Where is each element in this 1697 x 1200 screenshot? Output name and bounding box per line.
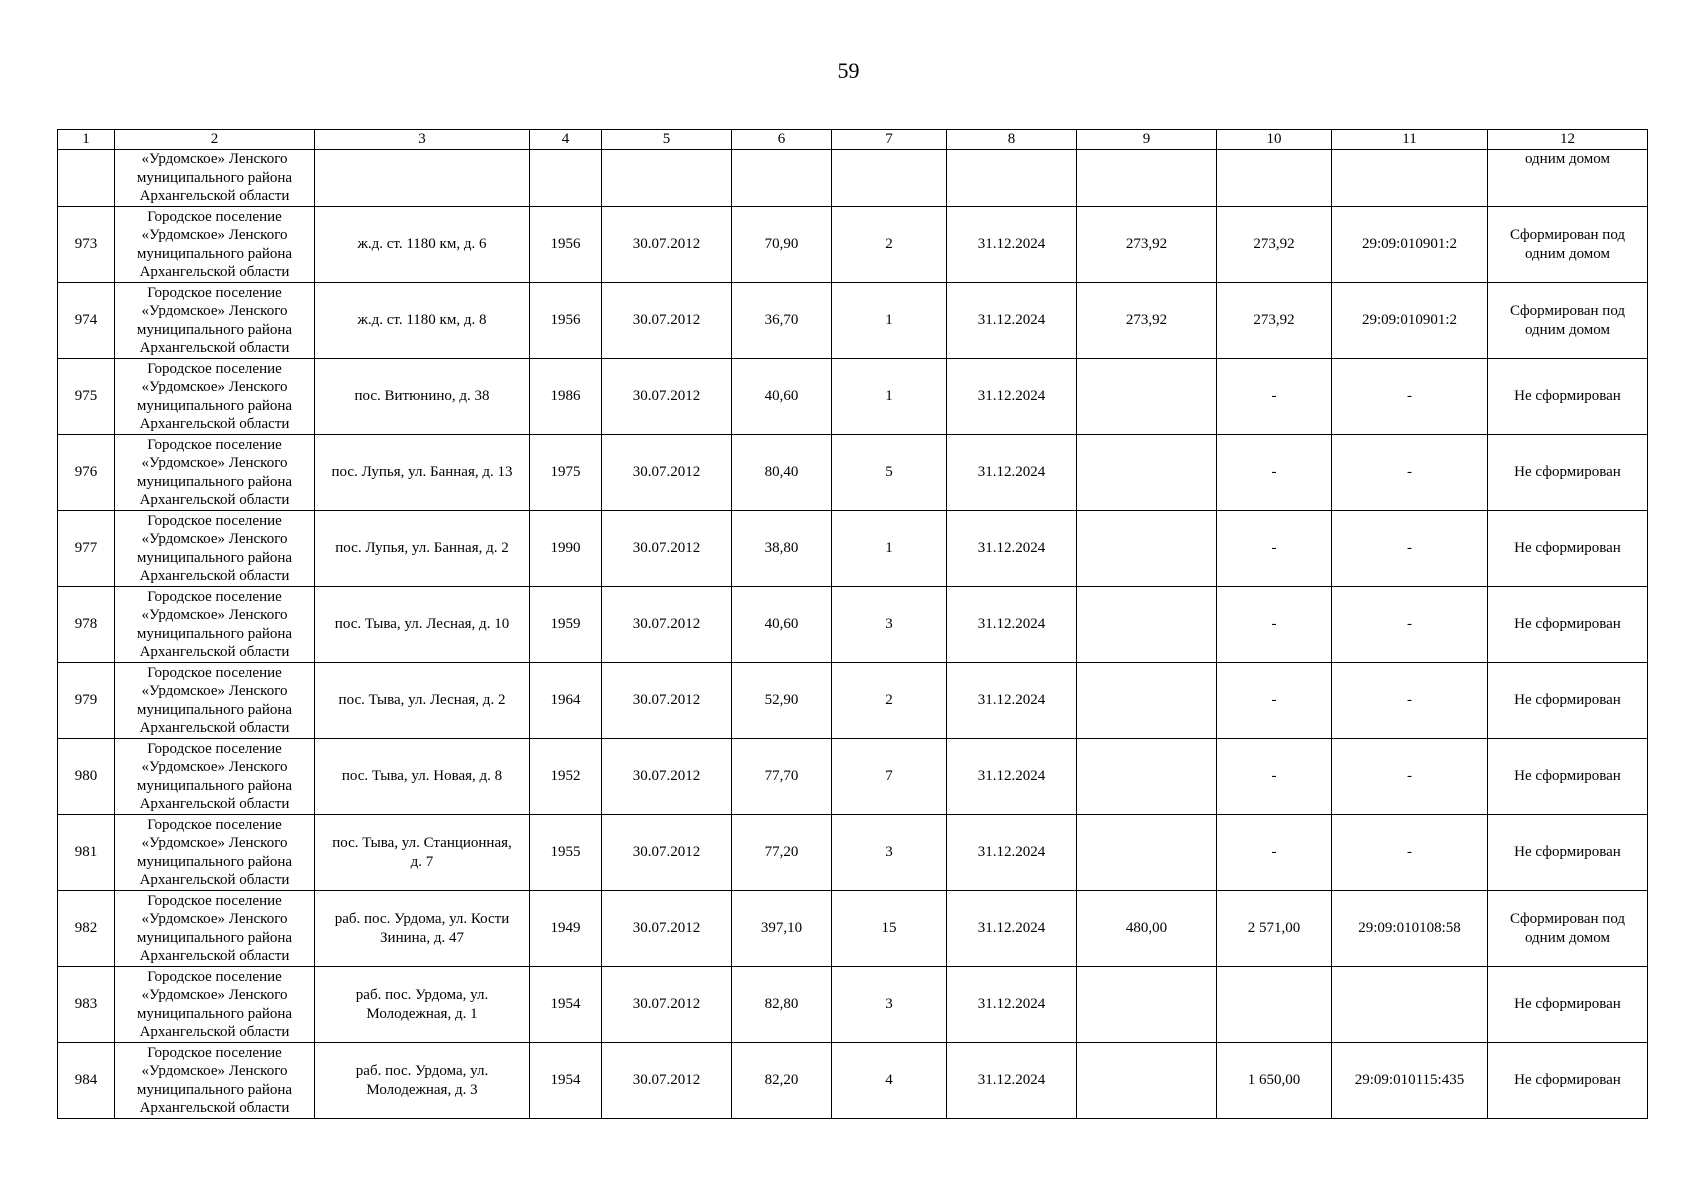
column-number: 1 — [58, 130, 115, 150]
cell-owner — [115, 283, 315, 359]
column-number: 7 — [832, 130, 947, 150]
cell-address — [315, 150, 530, 207]
cell-num: 982 — [58, 891, 115, 967]
cell-plot-area-2: 273,92 — [1217, 283, 1332, 359]
owner-line: муниципального района — [136, 625, 293, 642]
cell-owner — [115, 739, 315, 815]
cell-area: 80,40 — [732, 435, 832, 511]
cell-plot-area-2 — [1217, 967, 1332, 1043]
cell-num — [58, 150, 115, 207]
column-number: 8 — [947, 130, 1077, 150]
cell-cadastral: - — [1332, 435, 1488, 511]
cell-date: 30.07.2012 — [602, 511, 732, 587]
owner-line: муниципального района — [136, 701, 293, 718]
cell-cadastral: 29:09:010901:2 — [1332, 283, 1488, 359]
cell-status: Сформирован под одним домом — [1488, 207, 1648, 283]
cell-deadline: 31.12.2024 — [947, 435, 1077, 511]
column-number: 4 — [530, 130, 602, 150]
cell-cadastral: 29:09:010901:2 — [1332, 207, 1488, 283]
cell-date: 30.07.2012 — [602, 967, 732, 1043]
cell-plot-area-1 — [1077, 663, 1217, 739]
cell-cadastral: 29:09:010115:435 — [1332, 1043, 1488, 1119]
cell-plot-area-1 — [1077, 511, 1217, 587]
cell-date: 30.07.2012 — [602, 587, 732, 663]
owner-line: Архангельской области — [139, 568, 290, 584]
cell-area: 77,20 — [732, 815, 832, 891]
cell-plot-area-2: - — [1217, 359, 1332, 435]
housing-registry-table — [57, 129, 1648, 1119]
cell-status: Не сформирован — [1488, 511, 1648, 587]
cell-address: пос. Тыва, ул. Лесная, д. 2 — [315, 663, 530, 739]
table-row — [58, 587, 1648, 663]
owner-line: муниципального района — [136, 1005, 293, 1022]
cell-address: ж.д. ст. 1180 км, д. 6 — [315, 207, 530, 283]
cell-year: 1975 — [530, 435, 602, 511]
owner-line: «Урдомское» Ленского — [141, 151, 288, 167]
owner-line: «Урдомское» Ленского — [141, 835, 288, 851]
table-row — [58, 891, 1648, 967]
cell-owner — [115, 150, 315, 207]
cell-year: 1986 — [530, 359, 602, 435]
owner-line: Архангельской области — [139, 872, 290, 888]
column-number: 5 — [602, 130, 732, 150]
table-body — [58, 130, 1648, 1119]
cell-deadline: 31.12.2024 — [947, 511, 1077, 587]
cell-status: Не сформирован — [1488, 663, 1648, 739]
owner-line: «Урдомское» Ленского — [141, 683, 288, 699]
owner-line: «Урдомское» Ленского — [141, 911, 288, 927]
cell-address: раб. пос. Урдома, ул. Кости Зинина, д. 47 — [315, 891, 530, 967]
cell-address: пос. Витюнино, д. 38 — [315, 359, 530, 435]
cell-year: 1964 — [530, 663, 602, 739]
cell-num: 981 — [58, 815, 115, 891]
cell-date: 30.07.2012 — [602, 283, 732, 359]
cell-num: 977 — [58, 511, 115, 587]
cell-residents: 4 — [832, 1043, 947, 1119]
cell-status: Сформирован под одним домом — [1488, 283, 1648, 359]
owner-line: «Урдомское» Ленского — [141, 1063, 288, 1079]
cell-deadline: 31.12.2024 — [947, 587, 1077, 663]
cell-residents: 3 — [832, 967, 947, 1043]
cell-date: 30.07.2012 — [602, 1043, 732, 1119]
column-number-row — [58, 130, 1648, 150]
owner-line: муниципального района — [136, 853, 293, 870]
owner-line: Архангельской области — [139, 720, 290, 736]
owner-line: «Урдомское» Ленского — [141, 455, 288, 471]
table-row — [58, 207, 1648, 283]
cell-deadline: 31.12.2024 — [947, 967, 1077, 1043]
cell-num: 979 — [58, 663, 115, 739]
owner-line: Архангельской области — [139, 188, 290, 204]
cell-deadline: 31.12.2024 — [947, 815, 1077, 891]
cell-area: 52,90 — [732, 663, 832, 739]
cell-year: 1956 — [530, 207, 602, 283]
column-number: 11 — [1332, 130, 1488, 150]
cell-address: пос. Тыва, ул. Станционная, д. 7 — [315, 815, 530, 891]
owner-line: Архангельской области — [139, 492, 290, 508]
cell-num: 975 — [58, 359, 115, 435]
cell-deadline: 31.12.2024 — [947, 739, 1077, 815]
owner-line: Городское поселение — [147, 816, 282, 833]
cell-residents: 7 — [832, 739, 947, 815]
cell-plot-area-1 — [1077, 815, 1217, 891]
cell-num: 973 — [58, 207, 115, 283]
owner-line: муниципального района — [136, 1081, 293, 1098]
cell-status: Не сформирован — [1488, 739, 1648, 815]
cell-cadastral: - — [1332, 815, 1488, 891]
owner-line: Городское поселение — [147, 208, 282, 225]
owner-line: Городское поселение — [147, 436, 282, 453]
owner-line: Городское поселение — [147, 664, 282, 681]
cell-plot-area-1 — [1077, 1043, 1217, 1119]
cell-plot-area-2 — [1217, 150, 1332, 207]
owner-line: муниципального района — [136, 245, 293, 262]
cell-year: 1990 — [530, 511, 602, 587]
cell-cadastral — [1332, 150, 1488, 207]
cell-plot-area-1 — [1077, 967, 1217, 1043]
cell-area — [732, 150, 832, 207]
cell-residents: 2 — [832, 207, 947, 283]
cell-deadline: 31.12.2024 — [947, 1043, 1077, 1119]
owner-line: муниципального района — [136, 777, 293, 794]
cell-date: 30.07.2012 — [602, 359, 732, 435]
cell-date: 30.07.2012 — [602, 207, 732, 283]
cell-owner — [115, 207, 315, 283]
cell-date — [602, 150, 732, 207]
owner-line: муниципального района — [136, 321, 293, 338]
cell-plot-area-1 — [1077, 150, 1217, 207]
cell-area: 70,90 — [732, 207, 832, 283]
cell-owner — [115, 967, 315, 1043]
cell-residents: 5 — [832, 435, 947, 511]
cell-residents: 1 — [832, 511, 947, 587]
continuation-row — [58, 150, 1648, 207]
cell-area: 82,80 — [732, 967, 832, 1043]
owner-line: Архангельской области — [139, 340, 290, 356]
cell-address: пос. Лупья, ул. Банная, д. 2 — [315, 511, 530, 587]
cell-deadline: 31.12.2024 — [947, 207, 1077, 283]
cell-date: 30.07.2012 — [602, 435, 732, 511]
cell-area: 40,60 — [732, 359, 832, 435]
table-row — [58, 967, 1648, 1043]
owner-line: Городское поселение — [147, 588, 282, 605]
cell-plot-area-1: 273,92 — [1077, 207, 1217, 283]
cell-status: Не сформирован — [1488, 587, 1648, 663]
cell-year: 1949 — [530, 891, 602, 967]
cell-cadastral — [1332, 967, 1488, 1043]
cell-num: 978 — [58, 587, 115, 663]
cell-status: Сформирован под одним домом — [1488, 891, 1648, 967]
column-number: 10 — [1217, 130, 1332, 150]
cell-owner — [115, 435, 315, 511]
cell-plot-area-2: 1 650,00 — [1217, 1043, 1332, 1119]
owner-line: Городское поселение — [147, 968, 282, 985]
table-row — [58, 1043, 1648, 1119]
cell-deadline: 31.12.2024 — [947, 663, 1077, 739]
cell-year: 1954 — [530, 967, 602, 1043]
cell-cadastral: - — [1332, 359, 1488, 435]
cell-owner — [115, 1043, 315, 1119]
column-number: 6 — [732, 130, 832, 150]
table-row — [58, 511, 1648, 587]
cell-plot-area-1: 273,92 — [1077, 283, 1217, 359]
cell-plot-area-1 — [1077, 359, 1217, 435]
cell-status: Не сформирован — [1488, 815, 1648, 891]
cell-residents: 1 — [832, 359, 947, 435]
cell-plot-area-2: 2 571,00 — [1217, 891, 1332, 967]
table-row — [58, 283, 1648, 359]
owner-line: «Урдомское» Ленского — [141, 759, 288, 775]
cell-year: 1959 — [530, 587, 602, 663]
owner-line: муниципального района — [136, 473, 293, 490]
owner-line: Архангельской области — [139, 416, 290, 432]
cell-date: 30.07.2012 — [602, 739, 732, 815]
owner-line: Архангельской области — [139, 796, 290, 812]
cell-owner — [115, 891, 315, 967]
cell-area: 38,80 — [732, 511, 832, 587]
owner-line: Городское поселение — [147, 1044, 282, 1061]
cell-plot-area-1 — [1077, 435, 1217, 511]
cell-address: раб. пос. Урдома, ул. Молодежная, д. 1 — [315, 967, 530, 1043]
owner-line: Городское поселение — [147, 740, 282, 757]
cell-deadline: 31.12.2024 — [947, 283, 1077, 359]
cell-address: ж.д. ст. 1180 км, д. 8 — [315, 283, 530, 359]
cell-address: пос. Лупья, ул. Банная, д. 13 — [315, 435, 530, 511]
table-row — [58, 359, 1648, 435]
cell-area: 40,60 — [732, 587, 832, 663]
cell-status: Не сформирован — [1488, 435, 1648, 511]
cell-owner — [115, 663, 315, 739]
cell-residents: 15 — [832, 891, 947, 967]
cell-area: 82,20 — [732, 1043, 832, 1119]
cell-area: 77,70 — [732, 739, 832, 815]
cell-address: раб. пос. Урдома, ул. Молодежная, д. 3 — [315, 1043, 530, 1119]
cell-num: 974 — [58, 283, 115, 359]
cell-num: 980 — [58, 739, 115, 815]
cell-status: Не сформирован — [1488, 967, 1648, 1043]
table-row — [58, 663, 1648, 739]
cell-date: 30.07.2012 — [602, 891, 732, 967]
column-number: 9 — [1077, 130, 1217, 150]
owner-line: муниципального района — [136, 169, 293, 186]
cell-cadastral: - — [1332, 511, 1488, 587]
cell-plot-area-2: - — [1217, 587, 1332, 663]
cell-address: пос. Тыва, ул. Новая, д. 8 — [315, 739, 530, 815]
owner-line: Городское поселение — [147, 512, 282, 529]
column-number: 2 — [115, 130, 315, 150]
table-row — [58, 815, 1648, 891]
cell-residents: 3 — [832, 587, 947, 663]
cell-owner — [115, 359, 315, 435]
cell-plot-area-2: - — [1217, 663, 1332, 739]
cell-deadline: 31.12.2024 — [947, 891, 1077, 967]
cell-cadastral: 29:09:010108:58 — [1332, 891, 1488, 967]
cell-plot-area-2: 273,92 — [1217, 207, 1332, 283]
cell-deadline — [947, 150, 1077, 207]
owner-line: муниципального района — [136, 929, 293, 946]
cell-cadastral: - — [1332, 739, 1488, 815]
cell-residents: 3 — [832, 815, 947, 891]
owner-line: «Урдомское» Ленского — [141, 303, 288, 319]
cell-plot-area-1 — [1077, 739, 1217, 815]
cell-status: Не сформирован — [1488, 359, 1648, 435]
owner-line: Городское поселение — [147, 360, 282, 377]
owner-line: Архангельской области — [139, 1100, 290, 1116]
cell-num: 984 — [58, 1043, 115, 1119]
table-row — [58, 739, 1648, 815]
cell-plot-area-1: 480,00 — [1077, 891, 1217, 967]
owner-line: «Урдомское» Ленского — [141, 987, 288, 1003]
cell-date: 30.07.2012 — [602, 663, 732, 739]
cell-residents: 2 — [832, 663, 947, 739]
cell-owner — [115, 587, 315, 663]
cell-num: 976 — [58, 435, 115, 511]
cell-year: 1954 — [530, 1043, 602, 1119]
cell-owner — [115, 511, 315, 587]
cell-year: 1955 — [530, 815, 602, 891]
owner-line: Архангельской области — [139, 264, 290, 280]
owner-line: Архангельской области — [139, 1024, 290, 1040]
cell-year: 1956 — [530, 283, 602, 359]
cell-cadastral: - — [1332, 587, 1488, 663]
cell-plot-area-2: - — [1217, 739, 1332, 815]
owner-line: Городское поселение — [147, 284, 282, 301]
cell-area: 397,10 — [732, 891, 832, 967]
owner-line: Городское поселение — [147, 892, 282, 909]
owner-line: «Урдомское» Ленского — [141, 379, 288, 395]
owner-line: муниципального района — [136, 549, 293, 566]
cell-status: одним домом — [1488, 150, 1648, 207]
cell-deadline: 31.12.2024 — [947, 359, 1077, 435]
cell-cadastral: - — [1332, 663, 1488, 739]
cell-year: 1952 — [530, 739, 602, 815]
owner-line: «Урдомское» Ленского — [141, 531, 288, 547]
cell-plot-area-2: - — [1217, 511, 1332, 587]
cell-area: 36,70 — [732, 283, 832, 359]
owner-line: Архангельской области — [139, 948, 290, 964]
cell-owner — [115, 815, 315, 891]
page-number: 59 — [837, 58, 860, 83]
cell-num: 983 — [58, 967, 115, 1043]
owner-line: «Урдомское» Ленского — [141, 607, 288, 623]
table-row — [58, 435, 1648, 511]
cell-plot-area-2: - — [1217, 815, 1332, 891]
cell-address: пос. Тыва, ул. Лесная, д. 10 — [315, 587, 530, 663]
owner-line: Архангельской области — [139, 644, 290, 660]
cell-status: Не сформирован — [1488, 1043, 1648, 1119]
owner-line: муниципального района — [136, 397, 293, 414]
cell-plot-area-2: - — [1217, 435, 1332, 511]
cell-date: 30.07.2012 — [602, 815, 732, 891]
owner-line: «Урдомское» Ленского — [141, 227, 288, 243]
cell-plot-area-1 — [1077, 587, 1217, 663]
column-number: 12 — [1488, 130, 1648, 150]
column-number: 3 — [315, 130, 530, 150]
cell-residents: 1 — [832, 283, 947, 359]
cell-residents — [832, 150, 947, 207]
cell-year — [530, 150, 602, 207]
